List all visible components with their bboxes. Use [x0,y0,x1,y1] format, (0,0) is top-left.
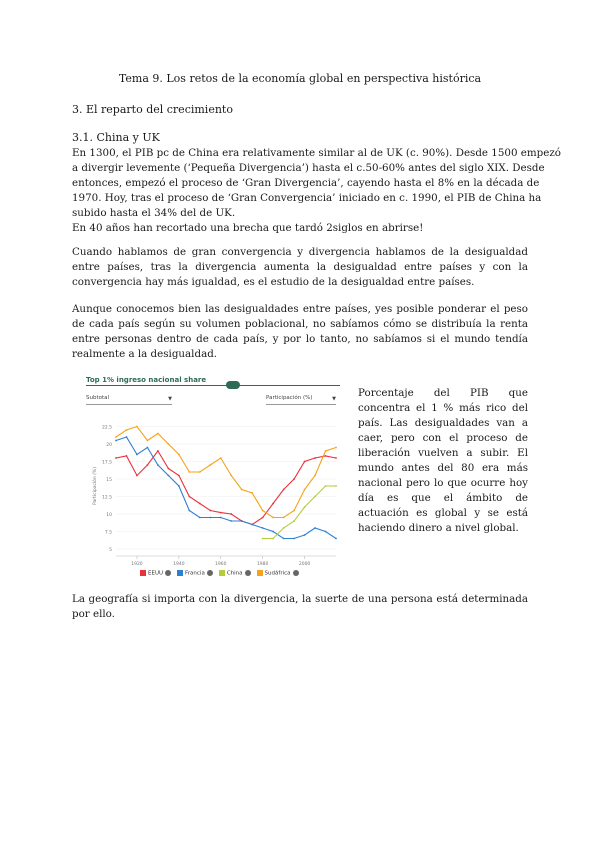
paragraph-inequality: Aunque conocemos bien las desigualdades entre países, yes posible ponderar el peso de cada país según su volumen poblacional, no sabíamos cómo se distribuía la renta entre personas dentro de cada país, y por lo tanto, no sabíamos si el mundo tendía realmente a la desigualdad. [72,303,528,360]
section-heading: 3. El reparto del crecimiento [72,103,233,116]
data-point [272,517,274,519]
data-point [251,492,253,494]
series-line-china [263,486,336,539]
x-tick-label: 1980 [256,562,269,567]
paragraph-convergence: Cuando hablamos de gran convergencia y divergencia hablamos de la desigualdad entre países, tras la divergencia aumenta la desigualdad entre países y con la convergencia hay más igualdad, es el estudio de la desigualdad entre países. [72,246,528,288]
data-point [314,496,316,498]
data-point [188,471,190,473]
chart-title: Top 1% ingreso nacional share [86,376,207,384]
data-point [136,454,138,456]
document-title: Tema 9. Los retos de la economía global en perspectiva histórica [118,72,482,85]
data-point [262,538,264,540]
y-tick-label: 17.5 [101,460,112,466]
x-tick-label: 1940 [173,562,185,567]
data-point [115,440,117,442]
data-point [147,464,149,466]
paragraph-geography: La geografía si importa con la divergencia, la suerte de una persona está determinada por ello. [72,593,528,620]
data-point [220,457,222,459]
data-point [178,485,180,487]
legend-label: EEUU [148,570,164,577]
data-point [325,531,327,533]
data-point [314,475,316,477]
paragraph-line: 1970. Hoy, tras el proceso de ‘Gran Convergencia’ iniciado en c. 1990, el PIB de China ha [72,192,542,204]
data-point [188,496,190,498]
data-point [283,538,285,540]
legend-item[interactable] [140,570,171,580]
data-point [230,520,232,522]
data-point [325,485,327,487]
data-point [325,450,327,452]
data-point [199,471,201,473]
x-tick-label: 2000 [298,562,311,567]
legend-swatch [177,570,183,576]
data-point [167,475,169,477]
remove-series-icon[interactable] [207,570,213,576]
data-point [209,464,211,466]
data-point [283,527,285,529]
x-tick-label: 1960 [215,562,227,567]
data-point [126,436,128,438]
data-point [293,478,295,480]
chevron-down-icon: ▼ [168,396,172,402]
data-point [304,506,306,508]
data-point [136,426,138,428]
data-point [314,457,316,459]
remove-series-icon[interactable] [245,570,251,576]
data-point [304,534,306,536]
legend-item[interactable] [177,570,213,580]
data-point [126,429,128,431]
y-tick-label: 22.5 [101,425,112,431]
data-point [220,517,222,519]
x-tick-label: 1920 [131,562,143,567]
data-point [209,517,211,519]
chart-plot-area [86,376,342,583]
series-line-eeuu [116,451,336,525]
data-point [335,485,337,487]
remove-series-icon[interactable] [293,570,299,576]
paragraph-line: En 1300, el PIB pc de China era relativamente similar al de UK (c. 90%). Desde 1500 empezó [72,147,561,159]
subsection-heading: 3.1. China y UK [72,131,160,144]
data-point [335,457,337,459]
data-point [314,527,316,529]
data-point [167,443,169,445]
series-line-francia [116,437,336,539]
data-point [230,513,232,515]
y-tick-label: 12.5 [101,495,112,501]
data-point [136,475,138,477]
data-point [167,468,169,470]
data-point [325,455,327,457]
paragraph-line: En 40 años han recortado una brecha que tardó 2siglos en abrirse! [72,222,424,234]
data-point [304,489,306,491]
data-point [115,436,117,438]
data-point [272,503,274,505]
legend-swatch [219,570,225,576]
data-point [220,512,222,514]
chart-caption: Porcentaje del PIB que concentra el 1 % más rico del país. Las desigualdades van a caer, pero con el proceso de liberación vuelven a subir. El mundo antes del 80 era más nacional pero lo que ocurre hoy día es que el ámbito de actuación es global y se está haciendo dinero a nivel global. [358,387,528,534]
legend-item[interactable] [257,570,299,580]
data-point [272,538,274,540]
paragraph-line: entonces, empezó el proceso de ‘Gran Divergencia’, cayendo hasta el 8% en la década de [72,177,540,189]
data-point [188,510,190,512]
remove-series-icon[interactable] [165,570,171,576]
y-tick-label: 5 [109,548,112,553]
y-tick-label: 20 [106,443,112,448]
data-point [262,517,264,519]
series-line-sudáfrica [116,427,336,518]
paragraph-line: subido hasta el 34% del de UK. [72,207,236,219]
data-point [199,503,201,505]
data-point [262,510,264,512]
data-point [115,457,117,459]
data-point [251,524,253,526]
paragraph-china-uk [72,146,561,236]
y-tick-label: 15 [106,478,112,483]
y-tick-label: 10 [106,513,112,518]
data-point [283,517,285,519]
data-point [157,433,159,435]
legend-label: China [226,570,243,577]
data-point [147,447,149,449]
legend-label: Francia [185,570,205,577]
y-axis-label: Participación (%) [93,466,98,506]
data-point [262,527,264,529]
country-selector-value: Subtotal [86,395,110,401]
data-point [126,455,128,457]
data-point [199,517,201,519]
data-point [157,450,159,452]
chart-legend [140,570,299,580]
data-point [241,520,243,522]
legend-swatch [257,570,263,576]
data-point [178,454,180,456]
data-point [157,464,159,466]
data-point [272,531,274,533]
data-point [293,538,295,540]
top1-income-chart [86,376,342,583]
chevron-down-icon: ▼ [332,396,336,402]
data-point [293,510,295,512]
data-point [283,489,285,491]
legend-swatch [140,570,146,576]
data-point [230,475,232,477]
data-point [209,510,211,512]
paragraph-line: a divergir levemente (‘Pequeña Divergencia’) hasta el c.50-60% antes del siglo XIX. Desde [72,162,545,174]
metric-selector-value: Participación (%) [266,395,313,401]
data-point [241,489,243,491]
y-tick-label: 7.5 [104,530,112,536]
legend-item[interactable] [219,570,251,580]
data-point [304,461,306,463]
data-point [293,520,295,522]
data-point [147,440,149,442]
data-point [178,475,180,477]
legend-label: Sudáfrica [264,570,291,577]
data-point [335,447,337,449]
data-point [335,538,337,540]
